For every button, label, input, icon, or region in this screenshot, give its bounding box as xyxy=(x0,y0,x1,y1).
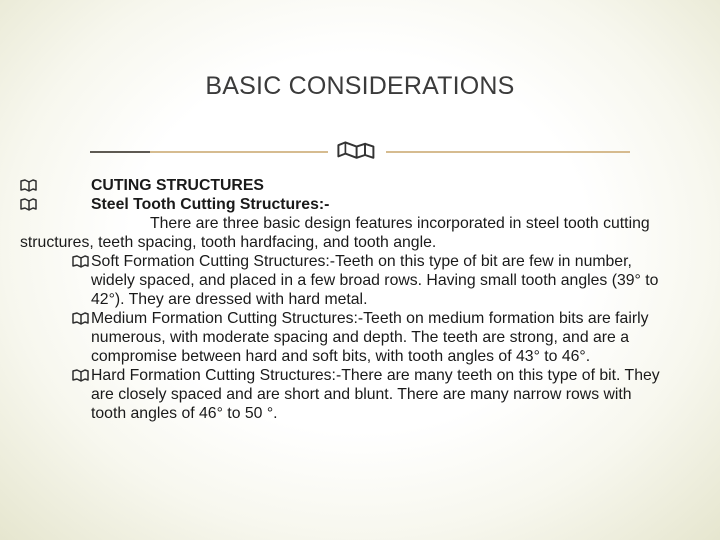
book-icon xyxy=(72,312,89,326)
heading-text: CUTING STRUCTURES xyxy=(91,177,264,194)
list-item-text: Soft Formation Cutting Structures:-Teeth on this type of bit are few in number, widely spaced, and placed in a few broad rows. Having small tooth angles (39° to 42°). They are dressed with hard metal. xyxy=(91,253,659,308)
title-divider xyxy=(90,140,630,164)
book-icon xyxy=(20,198,37,212)
book-icon xyxy=(72,369,89,383)
slide-title: BASIC CONSIDERATIONS xyxy=(205,72,515,100)
book-icon xyxy=(72,255,89,269)
list-item-soft xyxy=(20,252,660,309)
slide-content xyxy=(20,176,660,423)
heading-cuting-structures xyxy=(20,176,660,195)
heading-steel-tooth xyxy=(20,195,660,214)
list-item-text: Hard Formation Cutting Structures:-There are many teeth on this type of bit. They are closely spaced and are short and blunt. There are many narrow rows with tooth angles of 46° to 50 °. xyxy=(91,367,660,422)
list-item-hard xyxy=(20,366,660,423)
heading-text: Steel Tooth Cutting Structures:- xyxy=(91,196,330,213)
book-icon xyxy=(20,179,37,193)
list-item-text: Medium Formation Cutting Structures:-Teeth on medium formation bits are fairly numerous, with moderate spacing and depth. The teeth are strong, and are a compromise between hard and soft bits, with tooth angles of 43° to 46°. xyxy=(91,310,649,365)
list-item-medium xyxy=(20,309,660,366)
divider-book-icon xyxy=(338,142,373,157)
intro-paragraph: There are three basic design features incorporated in steel tooth cutting structures, teeth spacing, tooth hardfacing, and tooth angle. xyxy=(20,215,650,251)
